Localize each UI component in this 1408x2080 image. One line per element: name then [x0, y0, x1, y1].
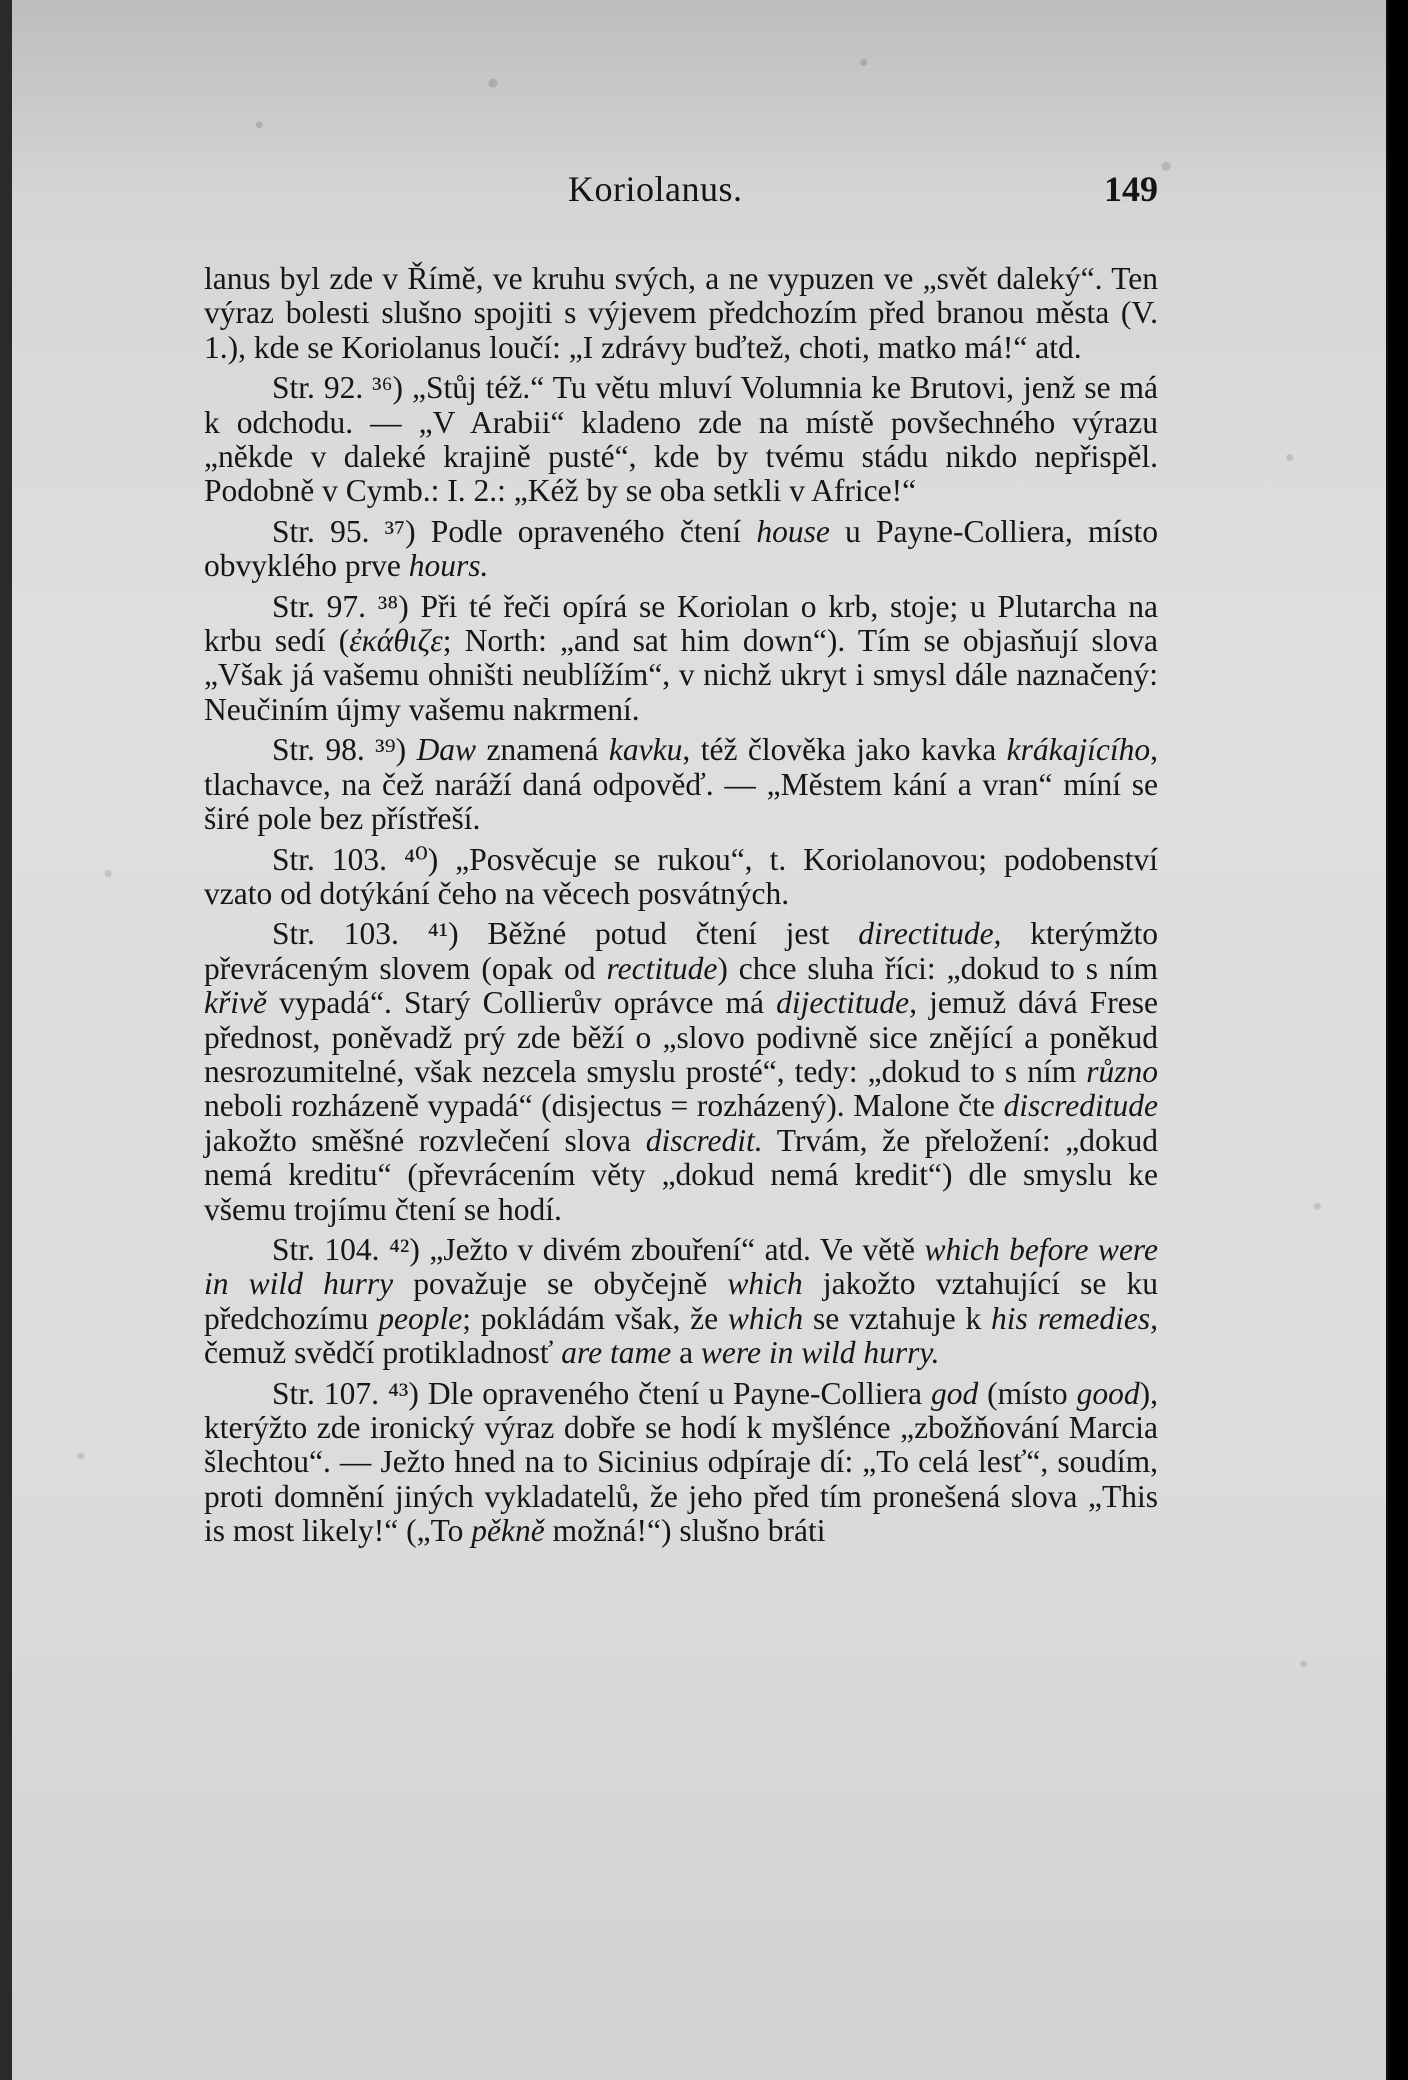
- text-run: Str. 97. ³⁸) Při té řeči opírá se Koriolan o krb, stoje; u Plutarcha na krbu sedí (: [204, 588, 1158, 659]
- italic-text: house: [756, 513, 830, 549]
- text-run: , tlachavce, na čež naráží daná odpověď. — „Městem kání a vran“ míní se širé pole bez přístřeší.: [204, 732, 1158, 837]
- text-run: se vztahuje k: [803, 1300, 992, 1336]
- italic-text: discreditude: [1003, 1088, 1158, 1124]
- text-run: Str. 104. ⁴²) „Ježto v divém zbouření“ atd. Ve větě: [272, 1231, 925, 1267]
- italic-text: křivě: [204, 985, 267, 1021]
- text-run: čemuž svědčí protikladnosť: [204, 1335, 562, 1371]
- italic-text: which before were in wild hurry: [204, 1231, 1158, 1302]
- text-run: Str. 107. ⁴³) Dle opraveného čtení u Payne-Colliera: [272, 1375, 931, 1411]
- italic-text: god: [930, 1375, 979, 1411]
- text-run: jakožto vztahující se ku předchozímu: [204, 1266, 1159, 1336]
- text-run: Str. 92. ³⁶) „Stůj též.“ Tu větu mluví Volumnia ke Brutovi, jenž se má k odchodu. — „V Arabii“ kladeno zde na místě povšechného výrazu „někde v daleké krajině pusté“, kde by tvému stádu nikdo nepřispěl. Podobně v Cymb.: I. 2.: „Kéž by se oba setkli v Africe!“: [204, 370, 1158, 509]
- italic-text: were in wild hurry.: [700, 1335, 940, 1371]
- italic-text: his remedies,: [991, 1300, 1159, 1336]
- text-run: Str. 98. ³⁹): [272, 732, 417, 768]
- text-run: (místo: [978, 1375, 1077, 1411]
- paragraph: [204, 733, 1158, 836]
- text-run: jakožto směšné rozvlečení slova: [204, 1122, 646, 1158]
- paragraph: [204, 262, 1158, 365]
- scan-right-edge: [1388, 0, 1408, 2080]
- italic-text: directitude,: [858, 916, 1002, 952]
- text-run: Str. 103. ⁴⁰) „Posvěcuje se rukou“, t. Koriolanovou; podobenství vzato od dotýkání čeho na věcech posvátných.: [204, 841, 1158, 911]
- page-number: 149: [1104, 169, 1158, 209]
- paragraph: [204, 590, 1158, 728]
- italic-text: kavku: [608, 732, 683, 768]
- italic-text: krákajícího: [1006, 732, 1151, 768]
- text-run: vypadá“. Starý Collierův oprávce má: [266, 985, 777, 1021]
- page-header: [12, 168, 1386, 218]
- italic-text: Daw: [416, 732, 477, 768]
- text-run: považuje se obyčejně: [393, 1266, 728, 1302]
- text-run: možná!“) slušno bráti: [544, 1513, 826, 1549]
- italic-text: are tame: [561, 1335, 672, 1371]
- text-run: ; North: „and sat him down“). Tím se objasňují slova „Však já vašemu ohništi neublížím“, v nichž ukryt i smysl dále naznačený: Neučiním újmy vašemu nakrmení.: [204, 623, 1158, 727]
- book-page: [12, 0, 1386, 2080]
- text-run: kterýmžto převráceným slovem (opak od: [204, 916, 1158, 986]
- italic-text: hours.: [408, 548, 489, 584]
- paragraph: [204, 1377, 1158, 1549]
- text-run: u Payne-Colliera, místo obvyklého prve: [204, 513, 1158, 584]
- italic-text: rectitude: [606, 950, 718, 986]
- text-run: Str. 95. ³⁷) Podle opraveného čtení: [272, 513, 757, 549]
- italic-text: which: [727, 1266, 803, 1302]
- text-run: znamená: [476, 732, 609, 768]
- running-title: Koriolanus.: [568, 169, 743, 209]
- text-run: jemuž dává Frese přednost, poněvadž prý zde běží o „slovo podivně sice znějící a poněkud nesrozumitelné, však nezcela smyslu prosté“, tedy: „dokud to s ním: [204, 985, 1158, 1089]
- italic-text: pěkně: [471, 1513, 545, 1549]
- paragraph: [204, 371, 1158, 509]
- paragraph: [204, 917, 1158, 1227]
- body-text: [204, 262, 1158, 1555]
- paragraph: [204, 1233, 1158, 1371]
- text-run: , též člověka jako kavka: [682, 732, 1007, 768]
- text-run: a: [671, 1335, 701, 1371]
- italic-text: discredit.: [645, 1122, 763, 1158]
- italic-text: ἐκάθιζε: [349, 623, 443, 659]
- text-run: Str. 103. ⁴¹) Běžné potud čtení jest: [272, 916, 859, 952]
- text-run: ), kterýžto zde ironický výraz dobře se hodí k myšlénce „zbožňování Marcia šlechtou“. — Ježto hned na to Sicinius odpíraje dí: „To celá lesť“, soudím, proti domnění jiných vykladatelů, že jeho před tím pronešená slova „This is most likely!“ („To: [204, 1375, 1158, 1549]
- text-run: lanus byl zde v Římě, ve kruhu svých, a ne vypuzen ve „svět daleký“. Ten výraz bolesti slušno spojiti s výjevem předchozím před branou města (V. 1.), kde se Koriolanus loučí: „I zdrávy buďtež, choti, matko má!“ atd.: [204, 261, 1158, 365]
- paragraph: [204, 515, 1158, 584]
- italic-text: dijectitude,: [776, 985, 917, 1021]
- text-run: Trvám, že přeložení: „dokud nemá kreditu“ (převrácením věty „dokud nemá kredit“) dle smyslu ke všemu trojímu čtení se hodí.: [204, 1122, 1159, 1227]
- italic-text: which: [727, 1300, 804, 1336]
- text-run: ; pokládám však, že: [462, 1300, 728, 1336]
- italic-text: people: [378, 1300, 463, 1336]
- italic-text: good: [1076, 1375, 1140, 1411]
- text-run: ) chce sluha říci: „dokud to s ním: [717, 950, 1158, 986]
- text-run: neboli rozházeně vypadá“ (disjectus = rozházený). Malone čte: [204, 1088, 1004, 1124]
- paragraph: [204, 843, 1158, 912]
- italic-text: různo: [1086, 1053, 1158, 1089]
